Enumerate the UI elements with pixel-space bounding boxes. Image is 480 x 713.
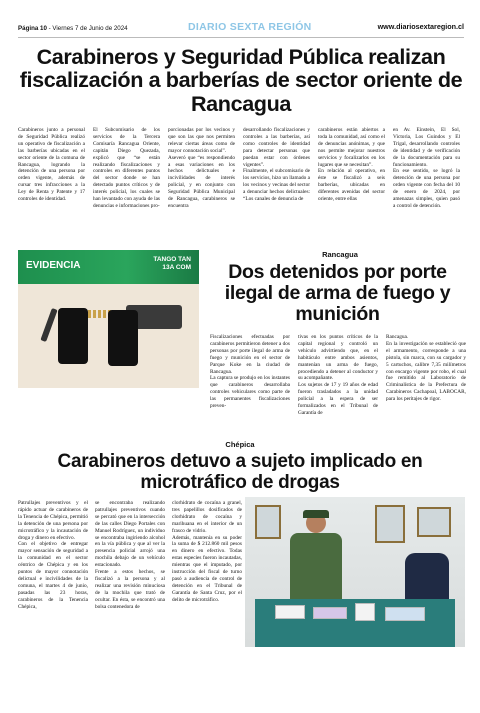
article3-headline: Carabineros detuvo a sujeto implicado en microtráfico de drogas	[57, 451, 423, 493]
seizure-photo	[245, 497, 465, 647]
article2-body	[210, 334, 466, 424]
evidence-item	[385, 607, 425, 621]
evidence-item	[355, 603, 375, 621]
article2-kicker: Rancagua	[322, 250, 358, 259]
article1-column: desarrollando fiscalizaciones y controles a las barberías, así como controles de identidad para detectar personas que puedan estar con órdenes vigentes”. Finalmente, el subcomisario de los servicios, hizo un llamado a los vecinos y vecinas del sector a denunciar hechos delictuales: “Los canales de denuncia de	[243, 127, 310, 203]
newspaper-brand: DIARIO SEXTA REGIÓN	[188, 21, 312, 33]
evidence-banner-unit: TANGO TAN 13A COM	[153, 256, 191, 271]
article2-column: tivas en los puntos críticos de la capital regional y controló un vehículo advirtiendo que, en el habitáculo entre ambos asientos, mantenían un arma de fuego, procediendo a detener al conductor y su acompañante. Los sujetos de 17 y 19 años de edad fueron trasladados a la unidad policial a la espera de ser formalizados en el Tribunal de Garantía de	[298, 334, 378, 416]
article3-column: Patrullajes preventivos y el rápido actuar de carabineros de la Tenencia de Chépica, permitió la detención de una persona por microtráfico y la incautación de droga y dinero en efectivo. Con el objetivo de entregar mayor sensación de seguridad a la comunidad en el sector céntrico de Chépica y en los puntos de mayor connotación delictual e incivilidades de la comuna, el martes 4 de junio, pasadas las 23 horas, carabineros de la Tenencia Chépica,	[18, 500, 88, 610]
article1-column: Carabineros junto a personal de Seguridad Pública realizó un operativo de fiscalización a las barberías ubicadas en el sector oriente de la comuna de Rancagua, logrando la detención de una persona por orden vigente, además de cursar tres infracciones a la Ley de Renta y Patente y 17 controles de identidad.	[18, 127, 85, 203]
wall-portrait	[417, 507, 451, 537]
wall-portrait	[255, 505, 281, 539]
article1-column: porcionadas por los vecinos y que son las que nos permiten relevar ciertas áreas como de mayor connotación social”. Aseveró que “es respondiendo a esas variaciones en los hechos delictuales e incivilidades de interés policial, y en conjunto con Seguridad Pública Municipal de Rancagua, carabineros se encuentra	[168, 127, 235, 209]
article3-body	[18, 500, 242, 650]
page-number: Página 10	[18, 24, 47, 32]
evidence-photo	[18, 250, 199, 388]
page-info	[18, 25, 158, 32]
evidence-item	[275, 605, 305, 619]
article1-body	[18, 127, 464, 240]
wall-portrait	[375, 505, 405, 543]
article2-column: Rancagua. En la investigación se estableció que el armamento, corresponde a una pistola, sin marca, con su cargador y 5 cartuchos, calibre 7,35 milímetros con encargo vigente por robo, el cual fue remitido al Laboratorio de Criminalística de la Prefectura de Carabineros Cachapoal, LABOCAR, para los peritajes de rigor.	[386, 334, 466, 403]
page-date: - Viernes 7 de Junio de 2024	[46, 24, 128, 32]
article2-headline: Dos detenidos por porte ilegal de arma de fuego y munición	[224, 261, 451, 326]
article3-column: se encontraba realizando patrullajes preventivos cuando se percató que en la intersección de las calles Diego Portales con Manuel Rodríguez, un individuo se encontraba ingiriendo alcohol en la vía pública y que al ver la presencia policial arrojó una mochila debajo de un vehículo estacionado. Frente a estos hechos, se fiscalizó a la persona y al realizar una revisión minuciosa de la mochila que trató de ocultar. En ésta, se encontró una bolsa contenedora de	[95, 500, 165, 610]
article1-column: en Av. Einstein, El Sol, Victoria, Los Guindos y El Trigal, desarrollando controles de identidad y de verificación de la documentación para su funcionamiento. En ese sentido, se logró la detención de una persona por orden vigente con fecha del 10 de enero de 2024, por amenazas simples, quien pasó a control de detención.	[393, 127, 460, 209]
article1-column: carabineros están abiertos a toda la comunidad, así como el de denuncias anónimas, y que nos permite mejorar nuestros servicios y focalizarlos en los lugares que se necesitan”. En relación al operativo, en éste se fiscalizó a seis barberías, ubicadas en diferentes avenidas del sector oriente, entre ellas	[318, 127, 385, 203]
officer-cap	[303, 510, 329, 518]
header-divider	[18, 37, 464, 38]
article3-column: clorhidrato de cocaína a granel, tres papelillos dosificados de clorhidrato de cocaína y marihuana en el interior de un frasco de vidrio. Además, mantenía en su poder la suma de $ 212.860 mil pesos en dinero en efectivo. Todas estas especies fueron incautadas, mientras que el imputado, por instrucción del fiscal de turno pasó a audiencia de control de detención en el Tribunal de Garantía de Santa Cruz, por el delito de microtráfico.	[172, 500, 242, 603]
article1-headline: Carabineros y Seguridad Pública realizan fiscalización a barberías de sector oriente de Rancagua	[19, 44, 463, 116]
banknotes-item	[313, 607, 347, 619]
newspaper-website[interactable]: www.diariosextaregion.cl	[377, 22, 464, 31]
phone-shape	[58, 308, 88, 364]
phone-shape	[108, 310, 138, 366]
article1-column: El Subcomisario de los servicios de la Tercera Comisaría Rancagua Oriente, capitán Diego Quezada, explicó que “se están realizando fiscalizaciones y controles en diferentes puntos del sector donde se han detectado puntos críticos y de interés policial, los cuales se han levantado con ayuda de las denuncias e informaciones pro-	[93, 127, 160, 209]
evidence-banner-label: EVIDENCIA	[26, 260, 81, 271]
article3-kicker: Chépica	[225, 440, 255, 449]
article2-column: Fiscalizaciones efectuadas por carabineros permitieron detener a dos personas por porte ilegal de arma de fuego y munición en el sector de Parque Koke en la ciudad de Rancagua. La captura se produjo en los instantes que carabineros desarrollaba controles vehiculares como parte de las permanentes fiscalizaciones preven-	[210, 334, 290, 410]
